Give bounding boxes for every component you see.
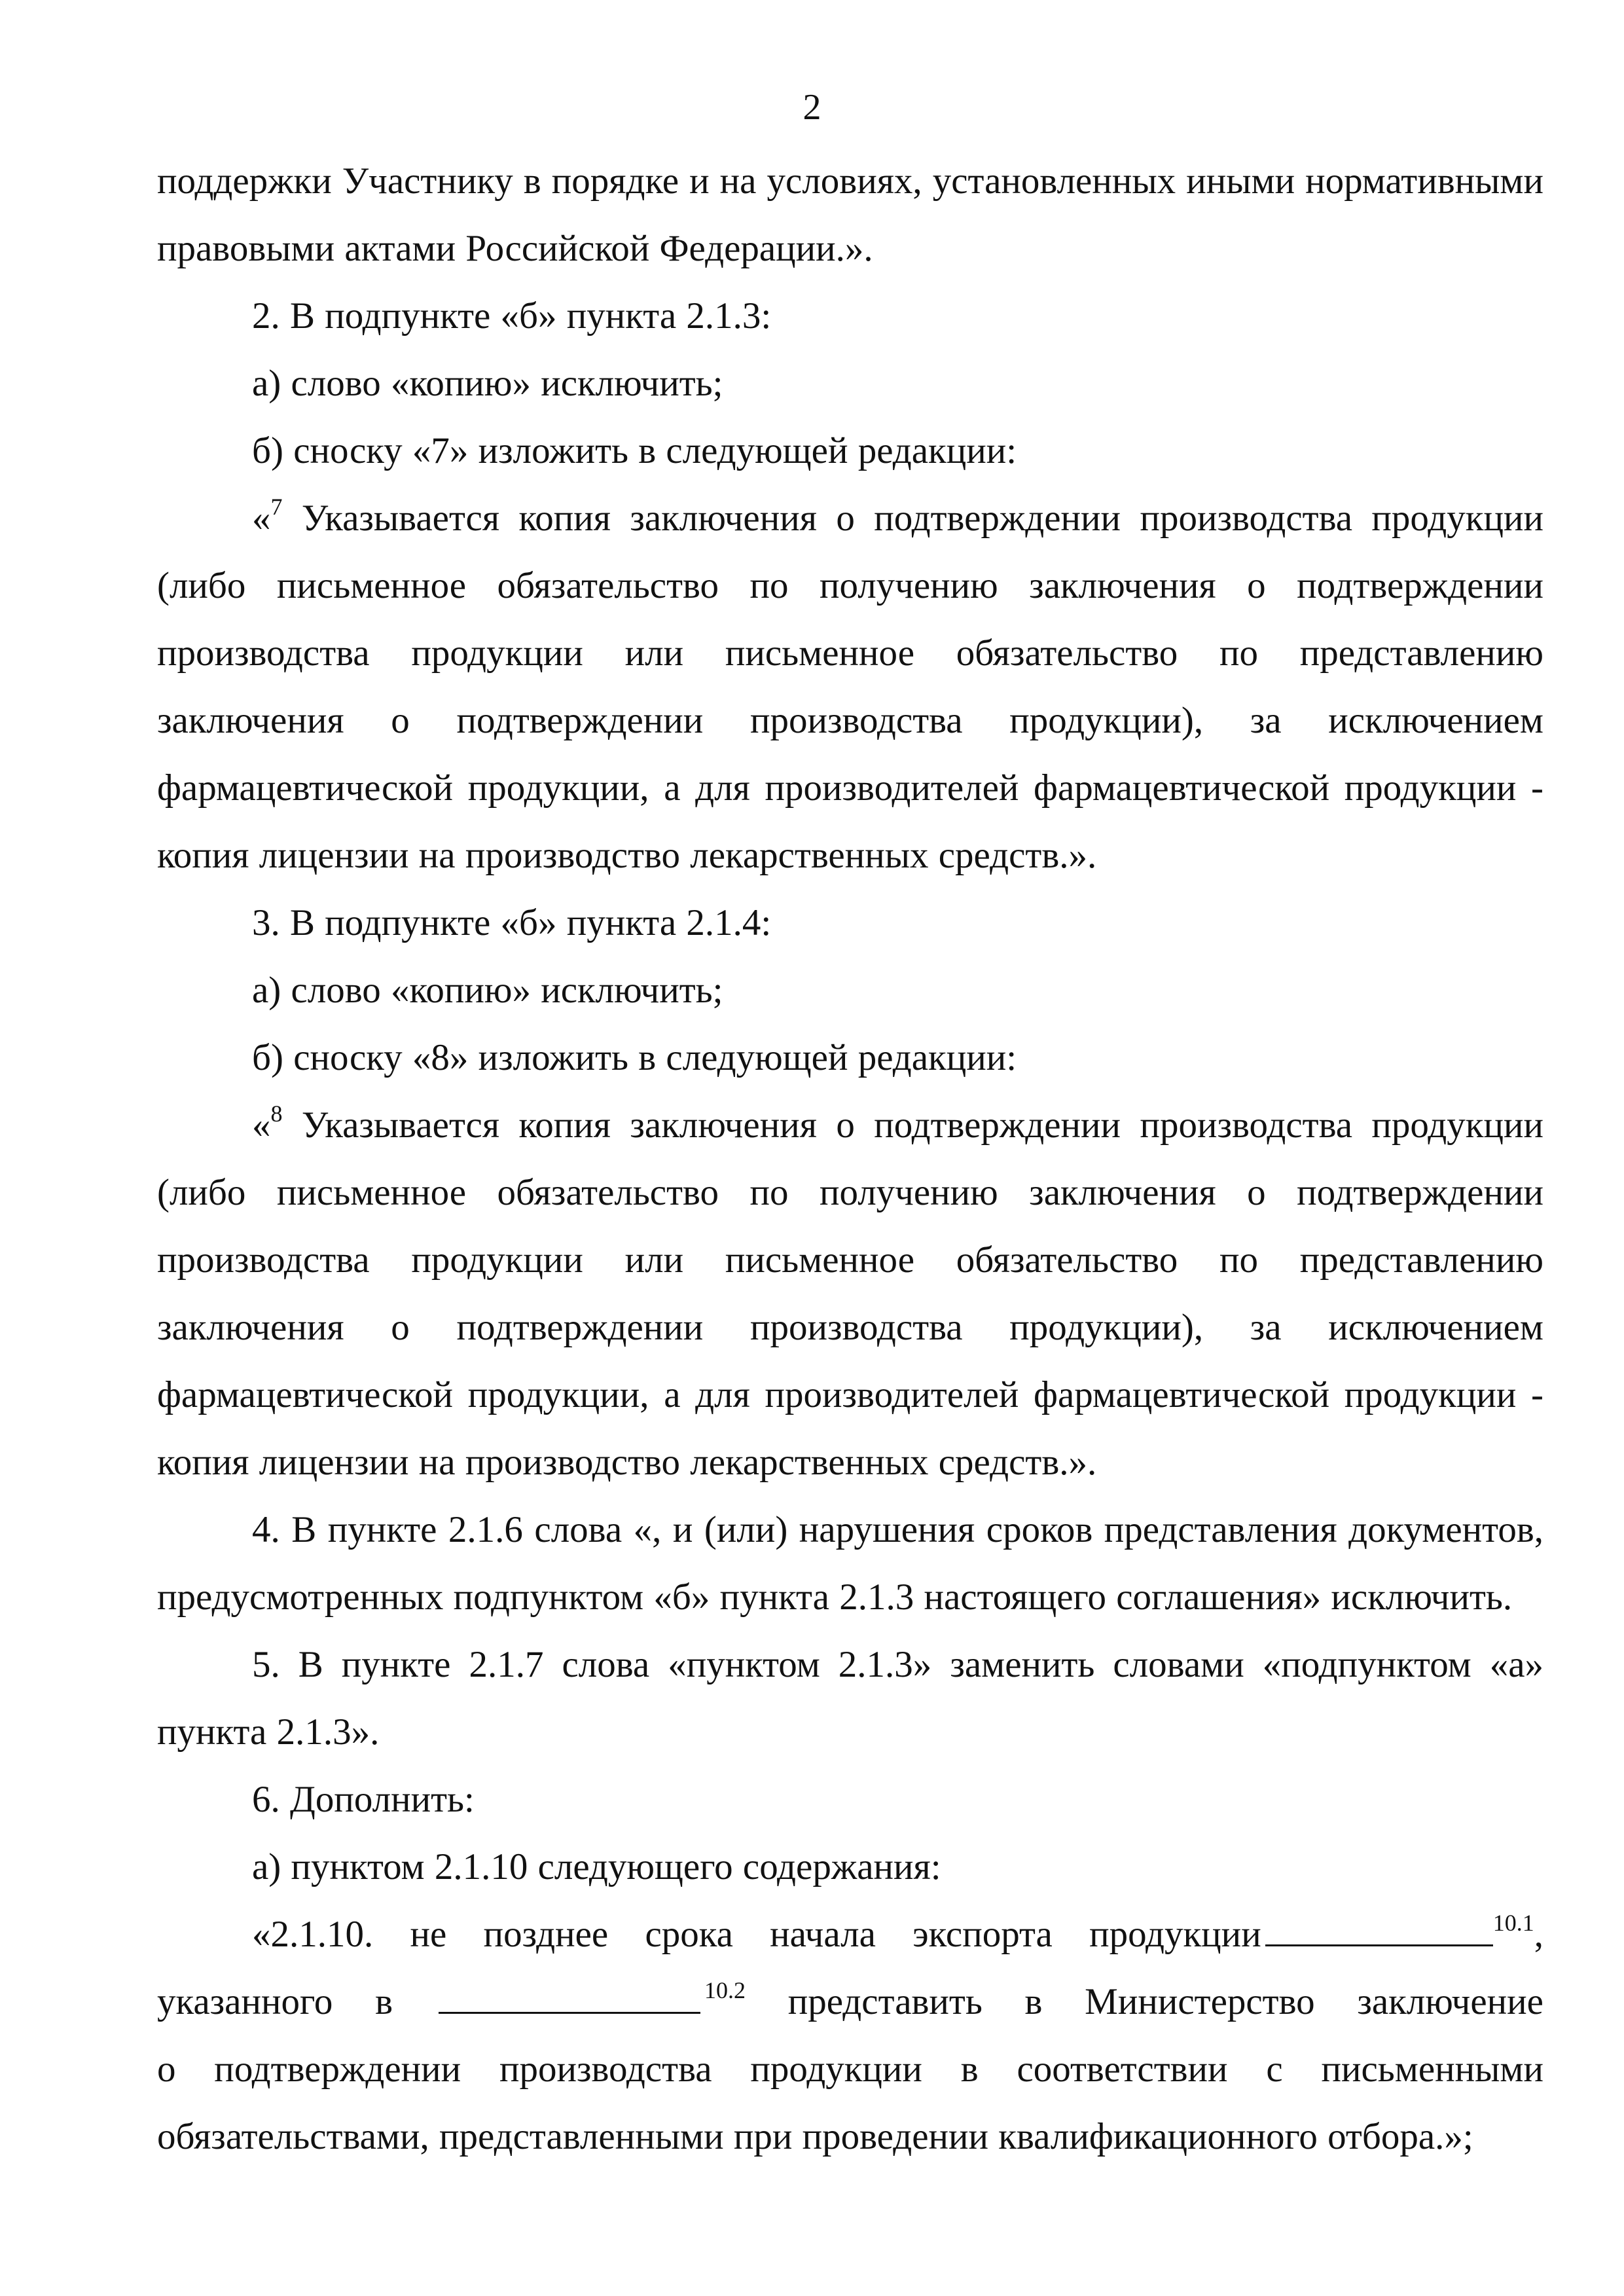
clause-word-with-blank [375,1968,746,2035]
clause-word: срока [645,1914,733,1955]
clause-word: в [1024,1981,1043,2022]
clause-word: заключение [1357,1981,1543,2022]
paragraph-item-2b: б) сноску «7» изложить в следующей редакции: [252,430,1017,471]
footnote-7-marker: 7 [270,494,283,520]
paragraph-item-2a: а) слово «копию» исключить; [252,363,723,404]
comma: , [1534,1914,1543,1955]
footnote-8-text [157,1091,1543,1496]
paragraph-continuation: поддержки Участнику в порядке и на условиях, установленных иными нормативными правовыми актами Российской Федерации.». [157,160,1543,269]
paragraph-item-4: 4. В пункте 2.1.6 слова «, и (или) нарушения сроков представления документов, предусмотренных подпунктом «б» пункта 2.1.3 настоящего соглашения» исключить. [157,1509,1543,1618]
clause-word: представить [787,1981,983,2022]
paragraph-item-2: 2. В подпункте «б» пункта 2.1.3: [252,295,772,337]
footnote-7-text [157,484,1543,889]
clause-word: Министерство [1085,1981,1315,2022]
clause-2-1-10 [157,1901,1543,2170]
footnote-7-body: Указывается копия заключения о подтверждении производства продукции (либо письменное обязательство по получению заключения о подтверждении производства продукции или письменное обязательство по представлению заключения о подтверждении производства продукции), за исключением фармацевтической продукции, а для производителей фармацевтической продукции - копия лицензии на производство лекарственных средств.». [157,498,1543,876]
clause-word: не [410,1914,447,1955]
paragraph-item-6: 6. Дополнить: [252,1779,475,1820]
footnote-8-body: Указывается копия заключения о подтверждении производства продукции (либо письменное обязательство по получению заключения о подтверждении производства продукции или письменное обязательство по представлению заключения о подтверждении производства продукции), за исключением фармацевтической продукции, а для производителей фармацевтической продукции - копия лицензии на производство лекарственных средств.». [157,1104,1543,1483]
clause-word: «2.1.10. [252,1914,374,1955]
clause-rest: о подтверждении производства продукции в соответствии с письменными обязательствами, представленными при проведении квалификационного отбора.»; [157,2049,1543,2157]
paragraph-item-3b: б) сноску «8» изложить в следующей редакции: [252,1037,1017,1078]
footnote-10-2-marker: 10.2 [704,1977,746,2003]
paragraph-item-3: 3. В подпункте «б» пункта 2.1.4: [252,902,772,943]
quote-open: « [252,498,271,539]
document-body [157,147,1543,2170]
quote-open: « [252,1104,271,1146]
clause-word: указанного [157,1981,333,2022]
clause-word: позднее [483,1914,609,1955]
clause-word: продукции [1089,1914,1261,1955]
clause-word-with-blank [1089,1901,1543,1968]
blank-field-10-2 [439,1978,700,2014]
page-number: 2 [803,87,821,128]
footnote-8-marker: 8 [270,1101,283,1127]
clause-line-2 [157,1968,1543,2035]
paragraph-item-3a: а) слово «копию» исключить; [252,970,723,1011]
clause-word: в [375,1981,393,2022]
clause-word: экспорта [912,1914,1053,1955]
paragraph-item-5: 5. В пункте 2.1.7 слова «пунктом 2.1.3» заменить словами «подпунктом «а» пункта 2.1.3». [157,1644,1543,1753]
paragraph-item-6a: а) пунктом 2.1.10 следующего содержания: [252,1846,941,1887]
footnote-10-1-marker: 10.1 [1492,1910,1534,1936]
blank-field-10-1 [1265,1910,1493,1946]
clause-word: начала [770,1914,876,1955]
clause-line-1 [157,1901,1543,1968]
